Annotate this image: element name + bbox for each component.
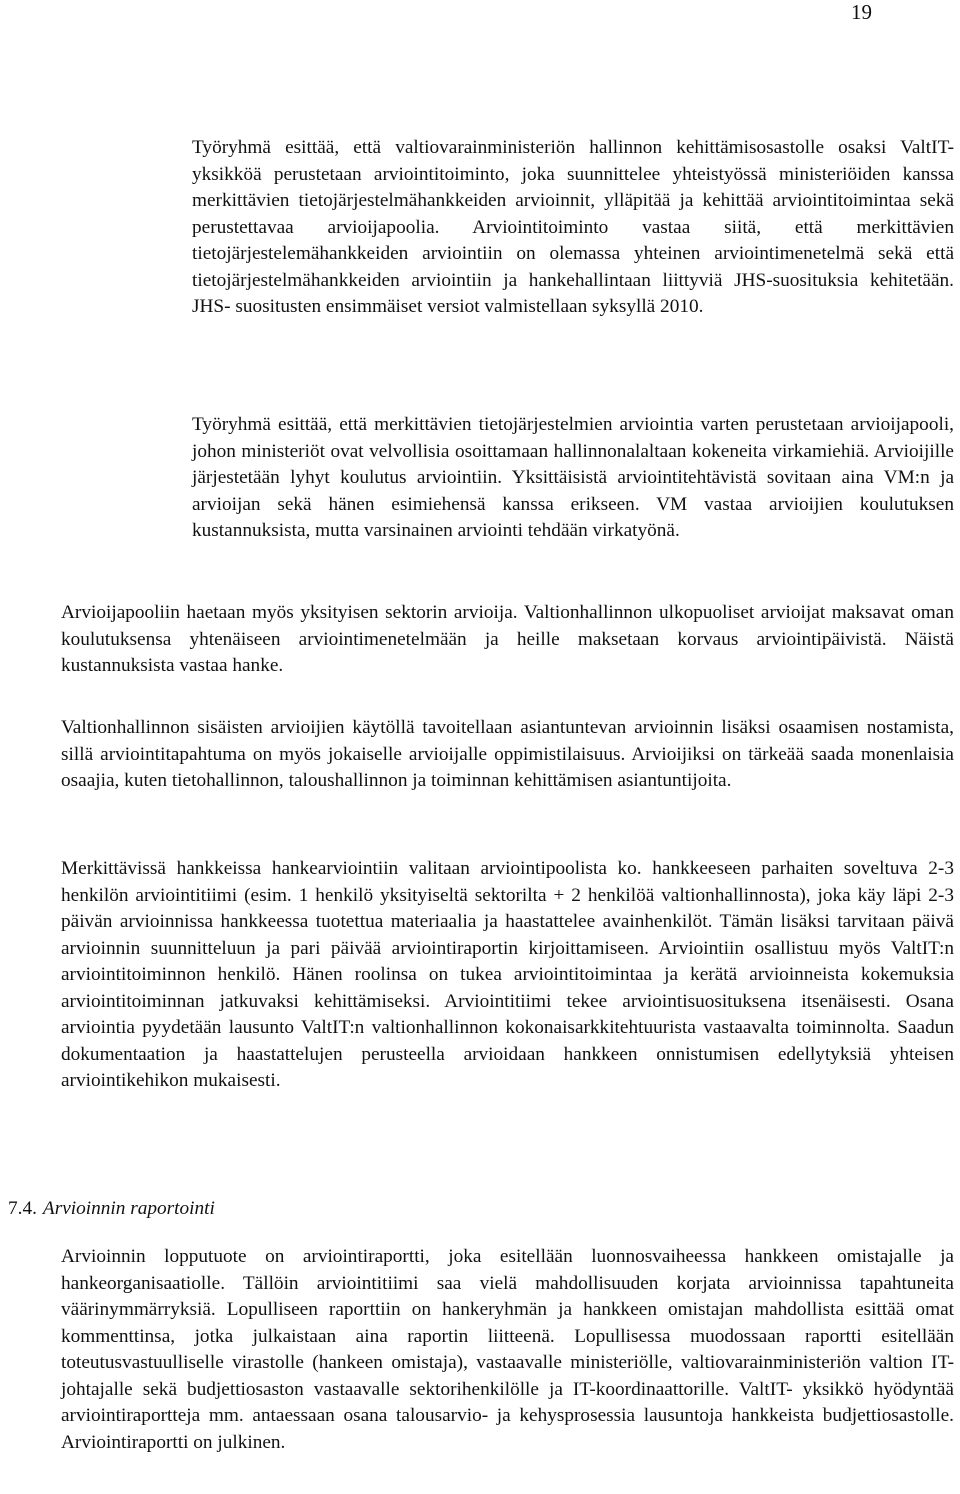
paragraph-arviointitoiminto: Työryhmä esittää, että valtiovarainministeriön hallinnon kehittämisosastolle osaksi ValtIT- yksikköä perustetaan arviointitoiminto, joka suunnittelee yhteistyössä ministeriöiden kanssa merkittävien tietojärjestelmähankkeiden arvioinnit, ylläpitää ja kehittää arviointitoimintaa sekä perustettavaa arvioijapoolia. Arviointitoiminto vastaa siitä, että merkittävien tietojärjestelemähankkeiden arviointiin on olemassa yhteinen arviointimenetelmä sekä että tietojärjestelmähankkeiden arviointiin ja hankehallintaan liittyviä JHS-suosituksia kehitetään. JHS- suositusten ensimmäiset versiot valmistellaan syksyllä 2010. bbox=[192, 137, 954, 317]
paragraph-raportointi: Arvioinnin lopputuote on arviointiraportti, joka esitellään luonnosvaiheessa hankkeen omistajalle ja hankeorganisaatiolle. Tällöin arviointitiimi saa vielä mahdollisuuden korjata arvioinnissa tapahtuneita väärinymmärryksiä. Lopulliseen raporttiin on hankeryhmän ja hankkeen omistajan mahdollista esittää omat kommenttinsa, jotka julkaistaan aina raportin liitteenä. Lopullisessa muodossaan raportti esitellään toteutusvastuulliselle virastolle (hankeen omistaja), vastaavalle ministeriölle, valtiovarainministeriön valtion IT-johtajalle sekä budjettiosaston vastaavalle sektorihenkilölle ja IT-koordinaattorille. ValtIT- yksikkö hyödyntää arviointiraportteja mm. antaessaan osana talousarvio- ja kehysprosessia lausuntoja hankkeista budjettiosastolle. Arviointiraportti on julkinen. bbox=[61, 1246, 954, 1453]
section-number: 7.4. bbox=[8, 1198, 37, 1219]
paragraph-yksityinen-sektori: Arvioijapooliin haetaan myös yksityisen sektorin arvioija. Valtionhallinnon ulkopuoliset arvioijat maksavat oman koulutuksensa yhtenäiseen arviointimenetelmään ja heille maksetaan korvaus arviointipäivistä. Näistä kustannuksista vastaa hanke. bbox=[61, 602, 954, 676]
paragraph-hankearviointi: Merkittävissä hankkeissa hankearviointiin valitaan arviointipoolista ko. hankkeeseen parhaiten soveltuva 2-3 henkilön arviointitiimi (esim. 1 henkilö yksityiseltä sektorilta + 2 henkilöä valtionhallinnosta), joka käy läpi 2-3 päivän arvioinnissa hankkeessa tuotettua materiaalia ja haastattelee avainhenkilöt. Tämän lisäksi tarvitaan päivä arvioinnin suunnitteluun ja pari päivää arviointiraportin kirjoittamiseen. Arviointiin osallistuu myös ValtIT:n arviointitoiminnon henkilö. Hänen roolinsa on tukea arviointitoimintaa ja kerätä arvioinneista kokemuksia arviointitoiminnan jatkuvaksi kehittämiseksi. Arviointitiimi tekee arviointisuosituksena itsenäisesti. Osana arviointia pyydetään lausunto ValtIT:n valtionhallinnon kokonaisarkkitehtuurista vastaavalta toiminnolta. Saadun dokumentaation ja haastattelujen perusteella arvioidaan hankkeen onnistumisen edellytyksiä yhteisen arviointikehikon mukaisesti. bbox=[61, 858, 954, 1091]
section-title: Arvioinnin raportointi bbox=[42, 1198, 215, 1219]
section-heading bbox=[8, 1196, 215, 1222]
paragraph-sisaiset-arvioijat: Valtionhallinnon sisäisten arvioijien käytöllä tavoitellaan asiantuntevan arvioinnin lisäksi osaamisen nostamista, sillä arviointitapahtuma on myös jokaiselle arvioijalle oppimistilaisuus. Arvioijiksi on tärkeää saada monenlaisia osaajia, kuten tietohallinnon, taloushallinnon ja toiminnan kehittämisen asiantuntijoita. bbox=[61, 717, 954, 791]
paragraph-arvioijapooli: Työryhmä esittää, että merkittävien tietojärjestelmien arviointia varten perustetaan arvioijapooli, johon ministeriöt ovat velvollisia osoittamaan hallinnonalaltaan kokeneita virkamiehiä. Arvioijille järjestetään lyhyt koulutus arviointiin. Yksittäisistä arviointitehtävistä sovitaan aina VM:n ja arvioijan sekä hänen esimiehensä kanssa erikseen. VM vastaa arvioijien koulutuksen kustannuksista, mutta varsinainen arviointi tehdään virkatyönä. bbox=[192, 414, 954, 541]
page-number: 19 bbox=[851, 0, 872, 24]
